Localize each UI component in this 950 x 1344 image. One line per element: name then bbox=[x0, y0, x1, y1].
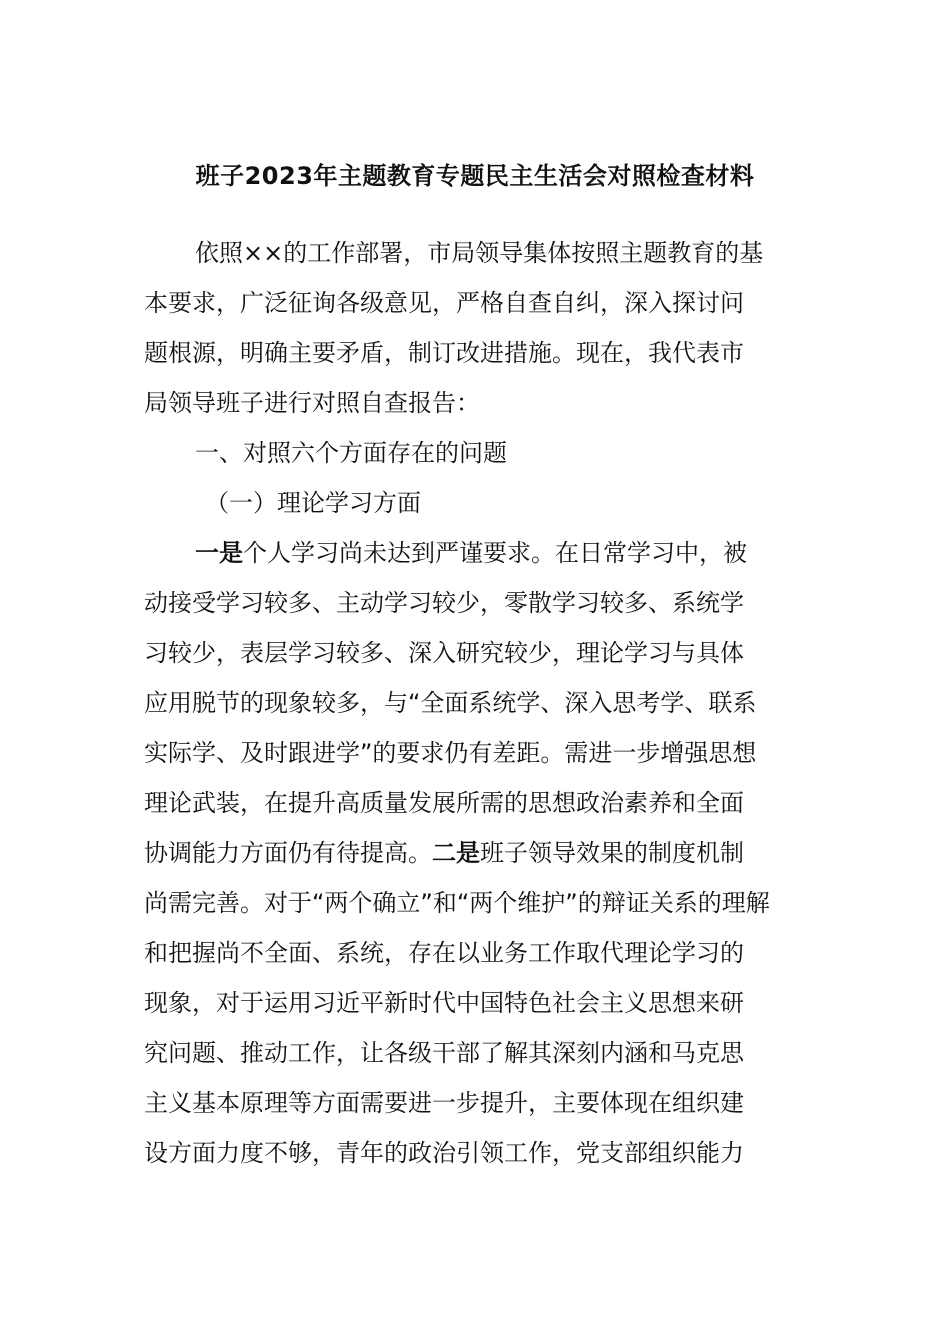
body-line-9: 和把握尚不全面、系统，存在以业务工作取代理论学习的 bbox=[144, 939, 744, 967]
body-line-10: 现象，对于运用习近平新时代中国特色社会主义思想来研 bbox=[144, 989, 744, 1017]
body-line-1-text: 个人学习尚未达到严谨要求。在日常学习中，被 bbox=[243, 539, 747, 567]
body-line-4: 应用脱节的现象较多，与“全面系统学、深入思考学、联系 bbox=[144, 689, 757, 717]
body-line-13: 设方面力度不够，青年的政治引领工作，党支部组织能力 bbox=[144, 1139, 744, 1167]
body-line-2: 动接受学习较多、主动学习较少，零散学习较多、系统学 bbox=[144, 589, 744, 617]
body-line-7-rest: 班子领导效果的制度机制 bbox=[480, 839, 744, 867]
body-line-7 bbox=[144, 835, 744, 871]
body-line-8: 尚需完善。对于“两个确立”和“两个维护”的辩证关系的理解 bbox=[144, 889, 770, 917]
first-point-marker: 一是 bbox=[195, 539, 243, 567]
intro-line-4: 局领导班子进行对照自查报告： bbox=[144, 389, 480, 417]
body-line-11: 究问题、推动工作，让各级干部了解其深刻内涵和马克思 bbox=[144, 1039, 744, 1067]
body-line-12: 主义基本原理等方面需要进一步提升，主要体现在组织建 bbox=[144, 1089, 744, 1117]
section-heading: 一、对照六个方面存在的问题 bbox=[195, 439, 507, 467]
intro-line-3: 题根源，明确主要矛盾，制订改进措施。现在，我代表市 bbox=[144, 339, 744, 367]
second-point-marker: 二是 bbox=[432, 839, 480, 867]
body-line-5: 实际学、及时跟进学”的要求仍有差距。需进一步增强思想 bbox=[144, 739, 757, 767]
body-line-7-start: 协调能力方面仍有待提高。 bbox=[144, 839, 432, 867]
subsection-heading: （一）理论学习方面 bbox=[205, 489, 421, 517]
intro-line-2: 本要求，广泛征询各级意见，严格自查自纠，深入探讨问 bbox=[144, 289, 744, 317]
body-line-1 bbox=[195, 535, 747, 571]
body-line-6: 理论武装，在提升高质量发展所需的思想政治素养和全面 bbox=[144, 789, 744, 817]
body-line-3: 习较少，表层学习较多、深入研究较少，理论学习与具体 bbox=[144, 639, 744, 667]
document-title: 班子2023年主题教育专题民主生活会对照检查材料 bbox=[195, 162, 755, 190]
intro-line-1: 依照××的工作部署，市局领导集体按照主题教育的基 bbox=[195, 239, 764, 267]
